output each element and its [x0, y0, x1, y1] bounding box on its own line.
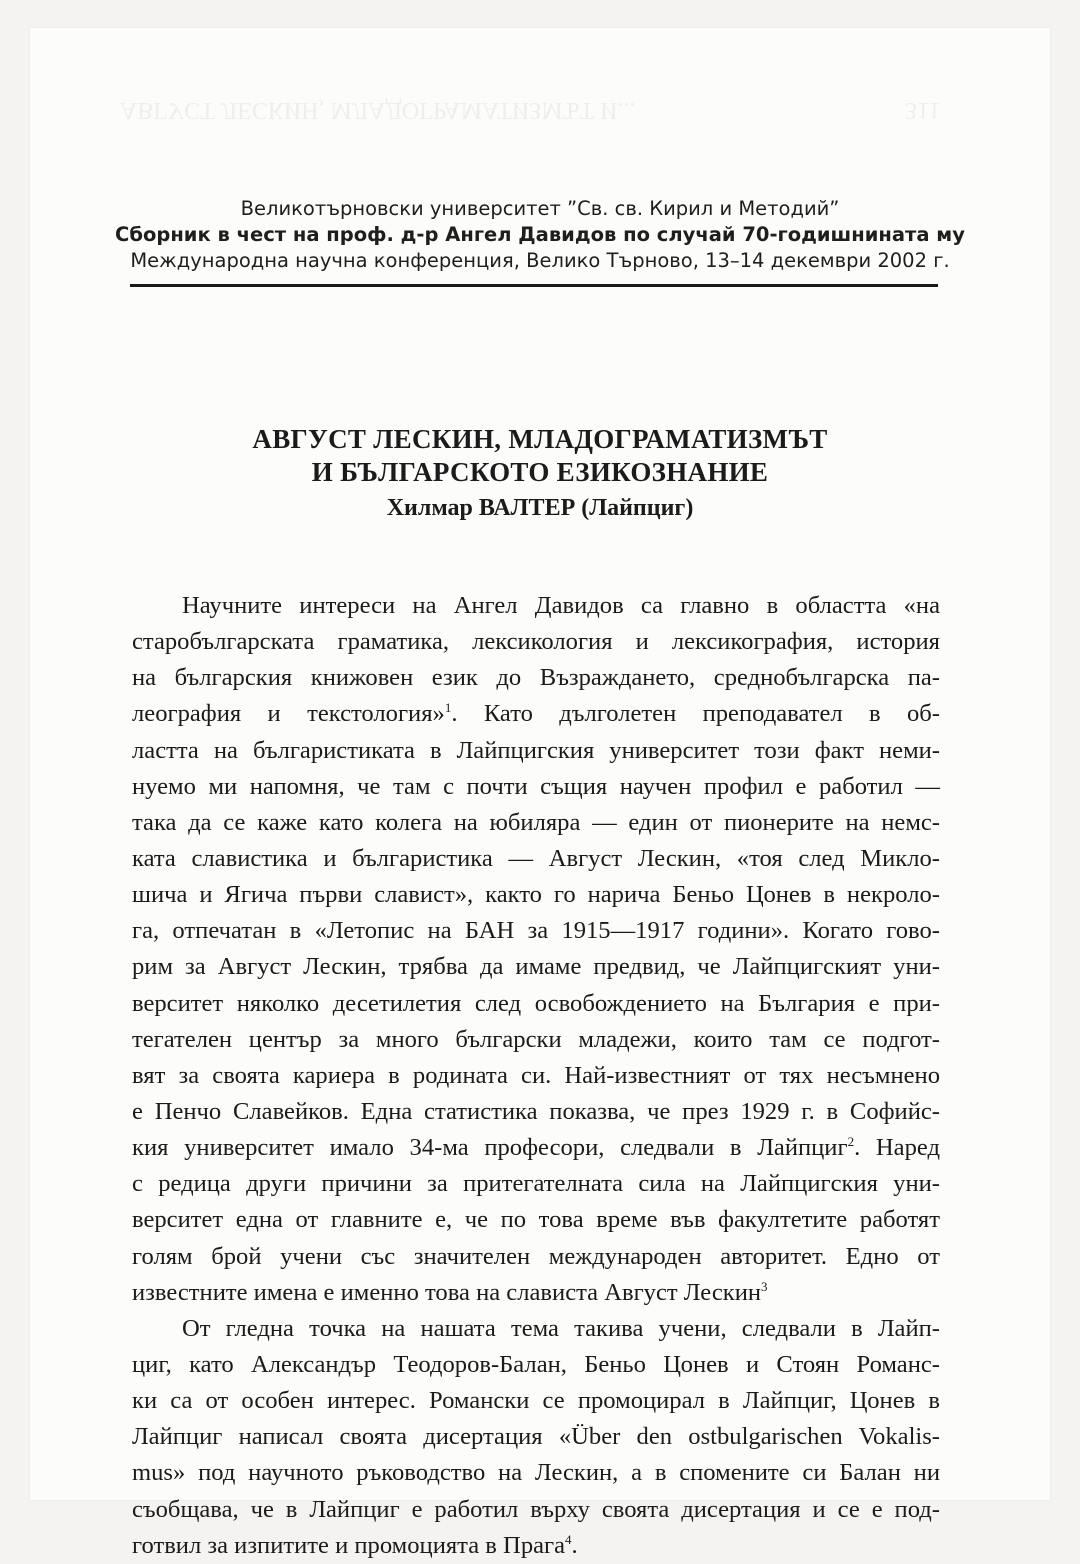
- title-line-1: АВГУСТ ЛЕСКИН, МЛАДОГРАМАТИЗМЪТ: [252, 424, 828, 454]
- footnote-ref: 2: [847, 1134, 855, 1150]
- text-line: Лайпциг написал своята дисертация «Über den ostbulgarischen Vokalis-: [132, 1423, 940, 1451]
- text-line: ки са от особен интерес. Романски се промоцирал в Лайпциг, Цонев в: [132, 1387, 940, 1415]
- text-line: mus» под научното ръководство на Лескин, а в спомените си Балан ни: [132, 1459, 940, 1487]
- text-line: Научните интереси на Ангел Давидов са главно в областта «на: [182, 592, 940, 619]
- article-title: [0, 423, 1080, 489]
- text-line: вят за своята кариера в родината си. Най-известният от тях несъмнено: [132, 1061, 940, 1089]
- text-line: така да се каже като колега на юбиляра — един от пионерите на немс-: [132, 808, 940, 836]
- text-line: известните имена е именно това на слависта Август Лескин$^3$: [132, 1278, 768, 1306]
- text-line: съобщава, че в Лайпциг е работил върху своята дисертация и се е под-: [132, 1495, 940, 1523]
- text-line: ката славистика и българистика — Август Лескин, «тоя след Миклo-: [132, 844, 940, 872]
- footnote-ref: 1: [444, 700, 452, 716]
- text-line: ластта на българистиката в Лайпцигския университет този факт неми-: [132, 736, 940, 764]
- article-body: [132, 588, 940, 1564]
- footnote-ref: 4: [565, 1531, 572, 1547]
- text-line: верситет няколко десетилетия след освобождението на България е при-: [132, 989, 940, 1017]
- title-line-2: И БЪЛГАРСКОТО ЕЗИКОЗНАНИЕ: [311, 457, 769, 487]
- text-line: циг, като Александър Теодоров-Балан, Беньо Цонев и Стоян Романс-: [132, 1350, 940, 1378]
- text-line: леография и текстология»$^1$. Като дълголетен преподавател в об-: [132, 700, 940, 728]
- text-line: на българския книжовен език до Възраждането, среднобългарска па-: [132, 664, 940, 692]
- text-line: готвил за изпитите и промоцията в Прага$^4$.: [132, 1531, 578, 1559]
- show-through-running-head: АВГУСТ ЛЕСКИН, МЛАДОГРАМАТИЗМЪТ И... 311: [120, 97, 940, 123]
- article-author: Хилмар ВАЛТЕР (Лайпциг): [386, 495, 694, 521]
- footnote-ref: 3: [761, 1278, 768, 1294]
- conference-header: [0, 196, 1080, 274]
- text-line: с редица други причини за притегателната сила на Лайпцигския уни-: [132, 1170, 940, 1198]
- university-line: Великотърновски университет ”Св. св. Кирил и Методий”: [240, 197, 840, 220]
- text-line: га, отпечатан в «Летопис на БАН за 1915—1917 години». Когато гово-: [132, 917, 940, 945]
- conference-line: Международна научна конференция, Велико Търново, 13–14 декември 2002 г.: [130, 249, 950, 272]
- text-line: е Пенчо Славейков. Една статистика показва, че през 1929 г. в Софийс-: [132, 1097, 940, 1125]
- collection-title: Сборник в чест на проф. д-р Ангел Давидов по случай 70-годишнината му: [115, 223, 965, 246]
- text-line: голям брой учени със значителен международен авторитет. Едно от: [132, 1242, 940, 1270]
- header-rule: [130, 284, 938, 287]
- text-line: нуемо ми напомня, че там с почти същия научен профил е работил —: [132, 772, 940, 800]
- text-line: кия университет имало 34-ма професори, следвали в Лайпциг$^2$. Наред: [132, 1134, 940, 1162]
- text-line: рим за Август Лескин, трябва да имаме предвид, че Лайпцигският уни-: [132, 953, 940, 981]
- text-line: старобългарската граматика, лексикология и лексикография, история: [132, 628, 940, 656]
- text-line: тегателен център за много български младежи, които там се подгот-: [132, 1025, 940, 1053]
- text-line: От гледна точка на нашата тема такива учени, следвали в Лайп-: [182, 1314, 940, 1342]
- text-line: шича и Ягича първи славист», както го нарича Беньо Цонев в некроло-: [132, 881, 940, 909]
- text-line: верситет една от главните е, че по това време във факултетите работят: [132, 1206, 940, 1234]
